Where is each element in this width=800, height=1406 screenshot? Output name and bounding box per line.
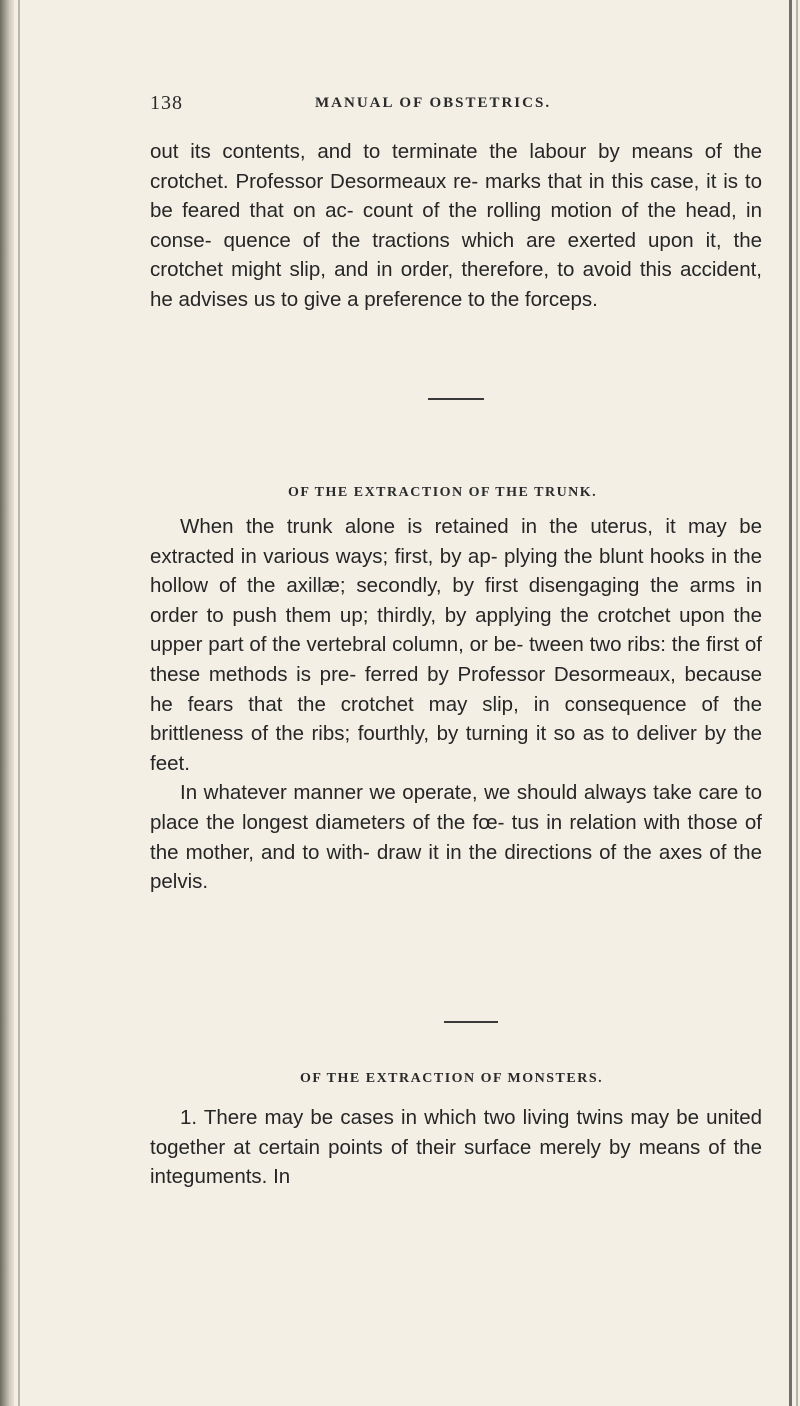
page-edge-rule-outer <box>796 0 798 1406</box>
binding-gutter <box>0 0 14 1406</box>
paragraph: 1. There may be cases in which two living twins may be united together at certain points of their surface merely by means of the integuments. In <box>150 1106 762 1189</box>
page-number: 138 <box>150 92 183 114</box>
gutter-line <box>18 0 20 1406</box>
paragraph: When the trunk alone is retained in the uterus, it may be extracted in various ways; first, by ap- plying the blunt hooks in the hollow of the axillæ; secondly, by first disengaging the arms in order to push them up; thirdly, by applying the crotchet upon the upper part of the vertebral column, or be- tween two ribs: the first of these methods is pre- ferred by Professor Desormeaux, because he fears that the crotchet may slip, in consequence of the brittleness of the ribs; fourthly, by turning it so as to deliver by the feet. <box>150 515 762 775</box>
running-head: MANUAL OF OBSTETRICS. <box>315 95 552 111</box>
paragraph: out its contents, and to terminate the labour by means of the crotchet. Professor Desormeaux re- marks that in this case, it is to be feared that on ac- count of the rolling motion of the head, in conse- quence of the tractions which are exerted upon it, the crotchet might slip, and in order, therefore, to avoid this accident, he advises us to give a preference to the forceps. <box>150 140 762 311</box>
section-heading-trunk: OF THE EXTRACTION OF THE TRUNK. <box>288 485 598 500</box>
opening-text-block <box>150 137 762 315</box>
paragraph: In whatever manner we operate, we should always take care to place the longest diameters of the fœ- tus in relation with those of the mother, and to with- draw it in the directions of the axes of the pelvis. <box>150 781 762 894</box>
monsters-text-block <box>150 1103 762 1192</box>
trunk-text-block <box>150 512 762 897</box>
page-edge-rule <box>789 0 792 1406</box>
section-divider <box>428 398 484 400</box>
section-heading-monsters: OF THE EXTRACTION OF MONSTERS. <box>300 1071 604 1086</box>
section-divider <box>444 1021 498 1023</box>
